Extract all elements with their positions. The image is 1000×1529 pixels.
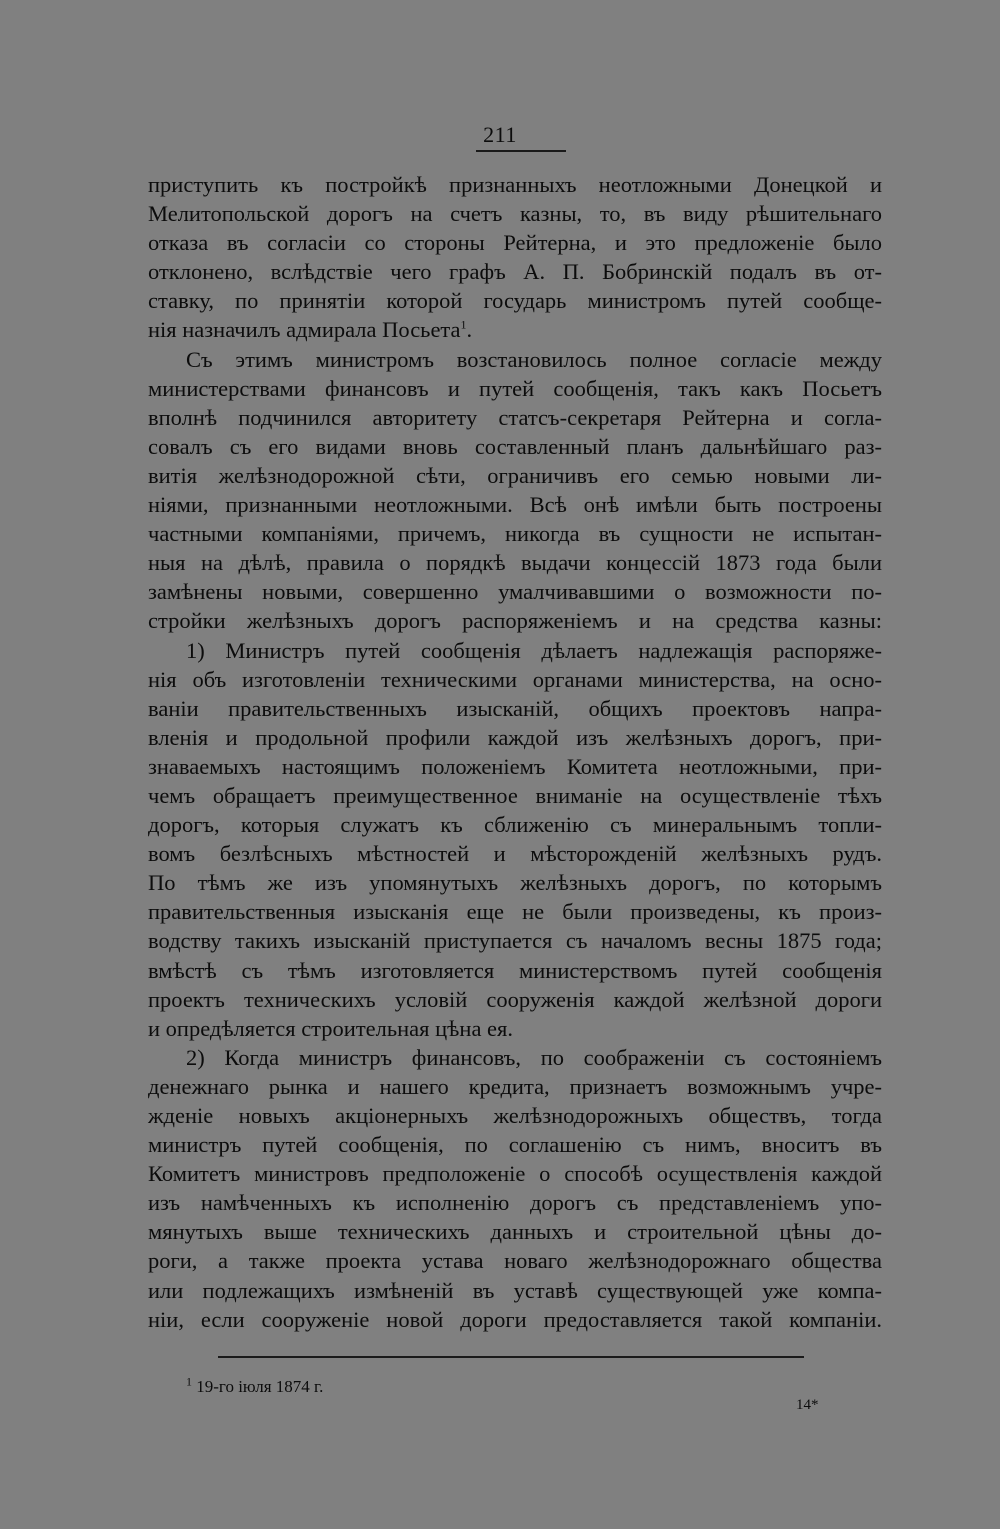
text-line: вмѣстѣ съ тѣмъ изготовляется министерствомъ путей сообщенія	[148, 957, 882, 983]
text-line: отклонено, вслѣдствіе чего графъ А. П. Бобринскій подалъ въ от-	[148, 259, 882, 285]
text-line: мянутыхъ выше техническихъ данныхъ и строительной цѣны до-	[148, 1219, 882, 1245]
text-line: чемъ обращаетъ преимущественное вниманіе на осуществленіе тѣхъ	[148, 782, 882, 808]
text-line: денежнаго рынка и нашего кредита, признаетъ возможнымъ учре-	[148, 1073, 882, 1099]
paragraph-point-1	[148, 636, 882, 1043]
text-line: стройки желѣзныхъ дорогъ распоряженіемъ и на средства казны:	[148, 608, 882, 634]
text-line: отказа въ согласіи со стороны Рейтерна, и это предложеніе было	[148, 230, 882, 256]
text-line: вомъ безлѣсныхъ мѣстностей и мѣсторожденій желѣзныхъ рудъ.	[148, 841, 882, 867]
text-line: частными компаніями, причемъ, никогда въ сущности не испытан-	[148, 521, 882, 547]
footnote-marker: 1	[186, 1374, 192, 1389]
text-line: правительственныя изысканія еще не были произведены, къ произ-	[148, 899, 882, 925]
text-line: или подлежащихъ измѣненій въ уставѣ существующей уже компа-	[148, 1277, 882, 1303]
text-line: Съ этимъ министромъ возстановилось полное согласіе между	[186, 346, 882, 372]
paragraph-posiet	[148, 345, 882, 636]
text-line: витія желѣзнодорожной сѣти, ограничивъ его семью новыми ли-	[148, 462, 882, 488]
text-line: вленія и продольной профили каждой изъ желѣзныхъ дорогъ, при-	[148, 724, 882, 750]
text-line: вполнѣ подчинился авторитету статсъ-секретаря Рейтерна и согла-	[148, 404, 882, 430]
footnote-ref: 1	[460, 317, 467, 332]
page-number-rule	[476, 150, 566, 152]
text-line: ставку, по принятіи которой государь министромъ путей сообще-	[148, 288, 882, 314]
text-line: роги, а также проекта устава новаго желѣзнодорожнаго общества	[148, 1248, 882, 1274]
text-line: нія объ изготовленіи техническими органами министерства, на осно-	[148, 666, 882, 692]
paragraph-continuation	[148, 170, 882, 345]
text-line: совалъ съ его видами вновь составленный планъ дальнѣйшаго раз-	[148, 433, 882, 459]
text-line: знаваемыхъ настоящимъ положеніемъ Комитета неотложными, при-	[148, 753, 882, 779]
footnote	[186, 1374, 324, 1397]
text-line: министерствами финансовъ и путей сообщенія, такъ какъ Посьетъ	[148, 375, 882, 401]
paragraph-point-2	[148, 1043, 882, 1334]
text-line: Мелитопольской дорогъ на счетъ казны, то, въ виду рѣшительнаго	[148, 201, 882, 227]
page-number: 211	[483, 122, 517, 147]
text-line: и опредѣляется строительная цѣна ея.	[148, 1015, 514, 1041]
text-line: приступить къ постройкѣ признанныхъ неотложными Донецкой и	[148, 172, 882, 197]
text-line: ніями, признанными неотложными. Всѣ онѣ имѣли быть построены	[148, 492, 882, 518]
text-line: дорогъ, которыя служатъ къ сближенію съ минеральнымъ топли-	[148, 812, 882, 838]
text-line: Комитетъ министровъ предположеніе о способѣ осуществленія каждой	[148, 1161, 882, 1187]
text-line: водству такихъ изысканій приступается съ началомъ весны 1875 года;	[148, 928, 882, 954]
footnote-rule	[218, 1356, 804, 1358]
text-line: жденіе новыхъ акціонерныхъ желѣзнодорожныхъ обществъ, тогда	[148, 1103, 882, 1128]
text-line: ныя на дѣлѣ, правила о порядкѣ выдачи концессій 1873 года были	[148, 550, 882, 576]
text-line: ніи, если сооруженіе новой дороги предоставляется такой компаніи.	[148, 1306, 882, 1332]
text-line: замѣнены новыми, совершенно умалчивавшими о возможности по-	[148, 579, 882, 605]
text-line: ваніи правительственныхъ изысканій, общихъ проектовъ напра-	[148, 695, 882, 721]
text-line: 1) Министръ путей сообщенія дѣлаетъ надлежащія распоряже-	[186, 637, 882, 663]
text-line: министръ путей сообщенія, по соглашенію съ нимъ, вноситъ въ	[148, 1132, 882, 1158]
text-line-content: нія назначилъ адмирала Посьета	[148, 317, 461, 343]
text-line: По тѣмъ же изъ упомянутыхъ желѣзныхъ дорогъ, по которымъ	[148, 870, 882, 896]
main-text	[148, 170, 882, 1334]
text-line: изъ намѣченныхъ къ исполненію дорогъ съ представленіемъ упо-	[148, 1190, 882, 1216]
text-line: 2) Когда министръ финансовъ, по соображеніи съ состояніемъ	[186, 1044, 882, 1070]
footnote-text: 19-го іюля 1874 г.	[196, 1377, 324, 1396]
text-line: нія назначилъ адмирала Посьета$^1$.	[148, 317, 473, 343]
printer-signature: 14*	[796, 1397, 819, 1413]
text-line: проектъ техническихъ условій сооруженія каждой желѣзной дороги	[148, 986, 882, 1012]
